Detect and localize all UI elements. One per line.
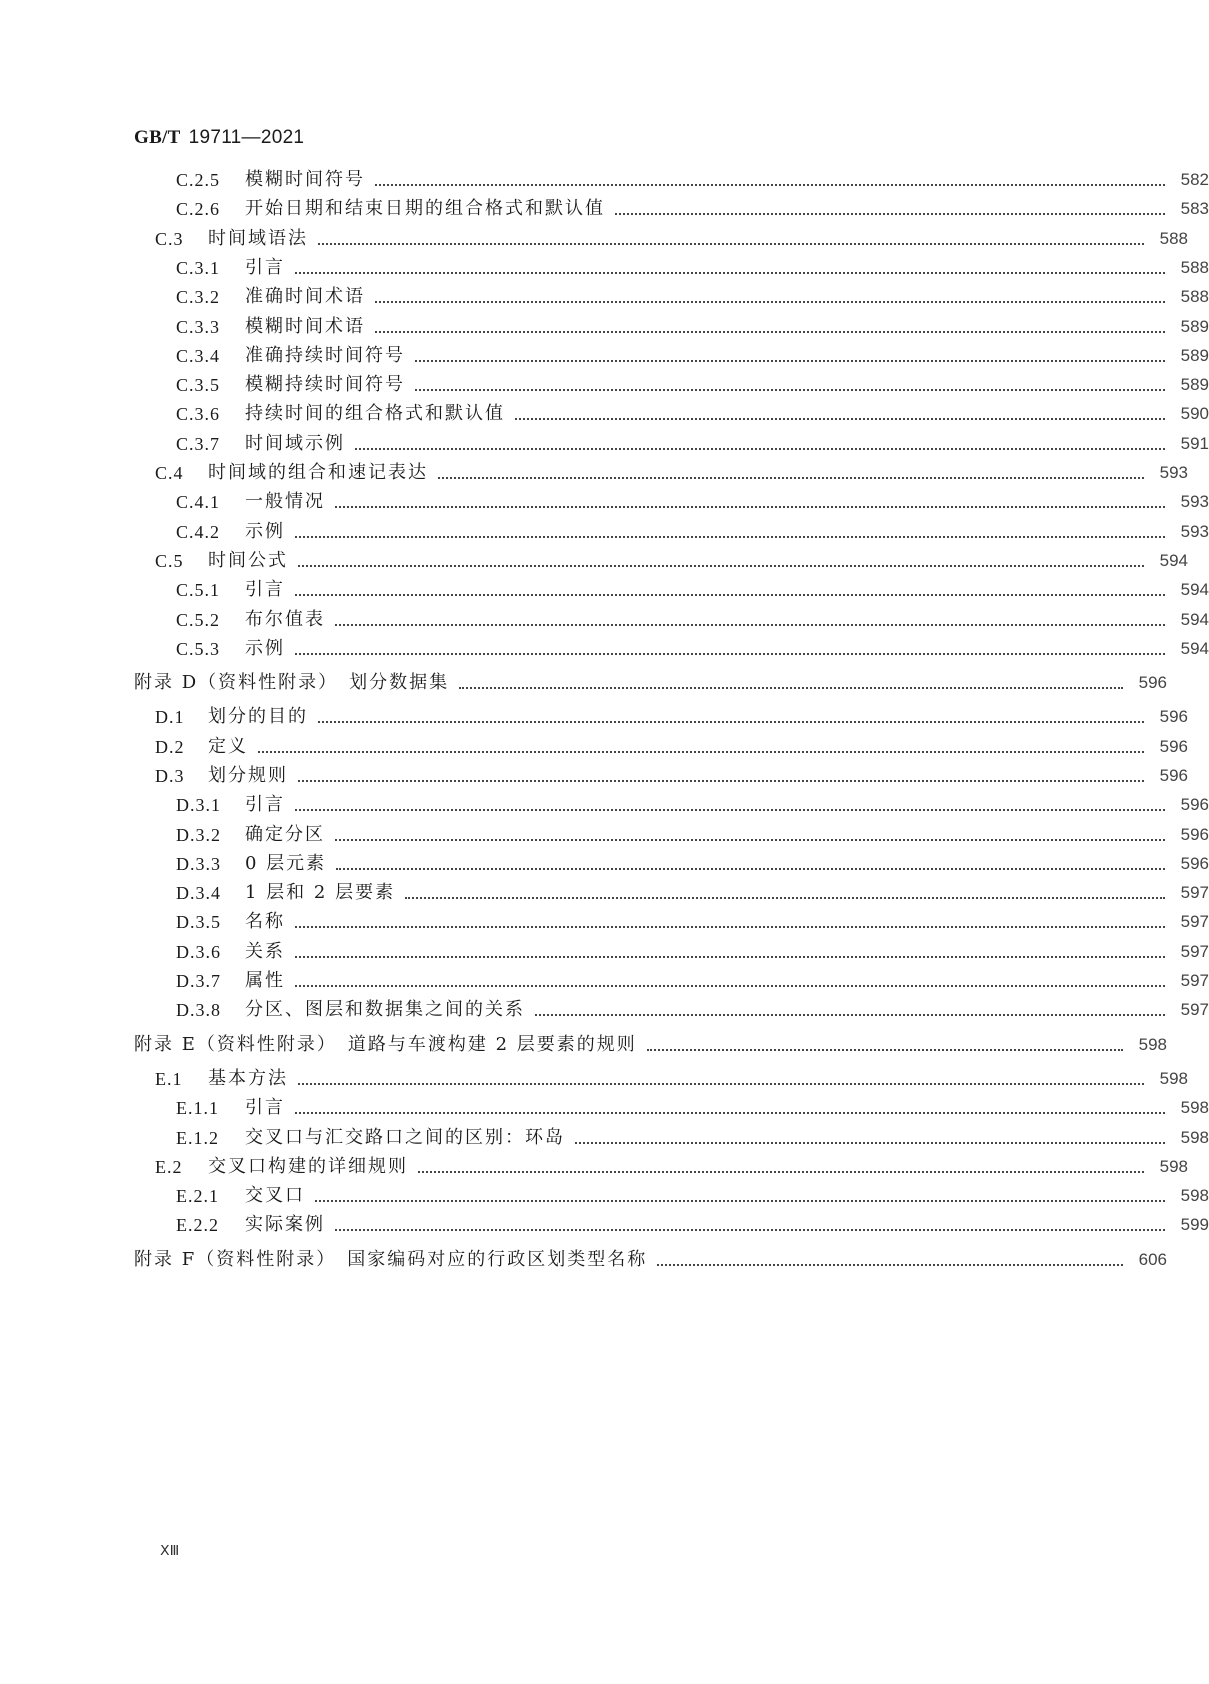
- toc-entry-number: C.3.2: [176, 287, 221, 307]
- toc-subsection-entry[interactable]: [0, 1095, 1209, 1121]
- toc-entry-title: 划分的目的: [208, 706, 308, 727]
- toc-section-entry[interactable]: [0, 226, 1188, 252]
- toc-entry-number: C.4.1: [176, 492, 221, 512]
- toc-entry-title: 引言: [245, 257, 285, 278]
- toc-entry-title: 时间域语法: [208, 228, 308, 249]
- toc-entry-title: 交叉口构建的详细规则: [208, 1156, 408, 1177]
- dot-leader: [295, 981, 1165, 987]
- toc-subsection-entry[interactable]: [0, 822, 1209, 848]
- dot-leader: [295, 532, 1165, 538]
- toc-entry-title: 交叉口: [245, 1185, 305, 1206]
- toc-entry-number: C.5: [155, 551, 184, 571]
- toc-entry-page: 597: [1180, 883, 1209, 902]
- toc-subsection-entry[interactable]: [0, 1212, 1209, 1238]
- toc-entry-number: C.3.6: [176, 404, 221, 424]
- toc-subsection-entry[interactable]: [0, 880, 1209, 906]
- toc-section-entry[interactable]: [0, 704, 1188, 730]
- dot-leader: [415, 385, 1165, 391]
- toc-subsection-entry[interactable]: [0, 1183, 1209, 1209]
- toc-entry-page: 596: [1180, 825, 1209, 844]
- toc-entry-number: C.5.2: [176, 610, 221, 630]
- toc-entry-page: 593: [1180, 522, 1209, 541]
- dot-leader: [459, 683, 1123, 689]
- toc-entry-title: 定义: [208, 736, 248, 757]
- toc-entry-title: 示例: [245, 638, 285, 659]
- toc-entry-number: D.3.8: [176, 1000, 221, 1020]
- toc-subsection-entry[interactable]: [0, 577, 1209, 603]
- toc-entry-title: 0 层元素: [245, 853, 327, 874]
- toc-section-entry[interactable]: [0, 1066, 1188, 1092]
- toc-entry-title: 1 层和 2 层要素: [245, 882, 396, 903]
- toc-entry-number: D.3: [155, 766, 185, 786]
- dot-leader: [295, 649, 1165, 655]
- dot-leader: [335, 1225, 1165, 1231]
- toc-entry-title: 一般情况: [245, 491, 325, 512]
- toc-entry-number: D.3.6: [176, 942, 221, 962]
- toc-entry-number: D.3.2: [176, 825, 221, 845]
- toc-entry-page: 597: [1180, 912, 1209, 931]
- toc-entry-title: 分区、图层和数据集之间的关系: [245, 999, 525, 1020]
- toc-entry-number: E.1.1: [176, 1098, 219, 1118]
- toc-entry-number: D.2: [155, 737, 185, 757]
- toc-subsection-entry[interactable]: [0, 968, 1209, 994]
- toc-entry-title: 基本方法: [208, 1068, 288, 1089]
- toc-subsection-entry[interactable]: [0, 255, 1209, 281]
- toc-subsection-entry[interactable]: [0, 792, 1209, 818]
- page-number: ⅩⅢ: [160, 1544, 180, 1559]
- dot-leader: [295, 1108, 1165, 1114]
- toc-entry-page: 594: [1180, 610, 1209, 629]
- toc-entry-title: 引言: [245, 579, 285, 600]
- toc-subsection-entry[interactable]: [0, 489, 1209, 515]
- dot-leader: [295, 922, 1165, 928]
- standard-code: GB/T: [134, 127, 181, 148]
- toc-entry-page: 597: [1180, 971, 1209, 990]
- dot-leader: [615, 209, 1165, 215]
- toc-entry-number: D.3.4: [176, 883, 221, 903]
- toc-entry-page: 598: [1138, 1035, 1167, 1054]
- toc-entry-page: 596: [1180, 854, 1209, 873]
- toc-entry-number: E.2.2: [176, 1215, 219, 1235]
- toc-entry-number: D.1: [155, 707, 185, 727]
- toc-entry-number: C.4: [155, 463, 184, 483]
- toc-entry-page: 606: [1138, 1250, 1167, 1269]
- toc-entry-page: 588: [1180, 258, 1209, 277]
- toc-entry-page: 594: [1159, 551, 1188, 570]
- toc-entry-title: 附录 D（资料性附录） 划分数据集: [134, 672, 450, 693]
- toc-entry-page: 596: [1159, 707, 1188, 726]
- toc-entry-title: 布尔值表: [245, 609, 325, 630]
- standard-number: 19711—2021: [188, 127, 305, 148]
- toc-entry-number: C.2.6: [176, 199, 221, 219]
- toc-entry-page: 591: [1180, 434, 1209, 453]
- dot-leader: [575, 1138, 1165, 1144]
- dot-leader: [298, 1079, 1144, 1085]
- dot-leader: [647, 1045, 1123, 1051]
- dot-leader: [335, 835, 1165, 841]
- toc-entry-number: C.2.5: [176, 170, 221, 190]
- toc-subsection-entry[interactable]: [0, 196, 1209, 222]
- toc-section-entry[interactable]: [0, 734, 1188, 760]
- toc-subsection-entry[interactable]: [0, 851, 1209, 877]
- toc-appendix-entry[interactable]: [0, 670, 1167, 696]
- toc-entry-page: 597: [1180, 942, 1209, 961]
- toc-entry-number: E.2.1: [176, 1186, 219, 1206]
- toc-subsection-entry[interactable]: [0, 909, 1209, 935]
- toc-section-entry[interactable]: [0, 548, 1188, 574]
- toc-entry-page: 593: [1159, 463, 1188, 482]
- toc-entry-page: 582: [1180, 170, 1209, 189]
- toc-entry-page: 588: [1159, 229, 1188, 248]
- dot-leader: [298, 561, 1144, 567]
- toc-entry-page: 596: [1159, 766, 1188, 785]
- dot-leader: [415, 356, 1165, 362]
- dot-leader: [405, 893, 1165, 899]
- toc-appendix-entry[interactable]: [0, 1247, 1167, 1273]
- toc-entry-page: 597: [1180, 1000, 1209, 1019]
- toc-entry-page: 589: [1180, 375, 1209, 394]
- toc-subsection-entry[interactable]: [0, 607, 1209, 633]
- toc-subsection-entry[interactable]: [0, 1125, 1209, 1151]
- toc-entry-page: 598: [1180, 1128, 1209, 1147]
- dot-leader: [418, 1167, 1144, 1173]
- toc-entry-number: C.3.1: [176, 258, 221, 278]
- dot-leader: [375, 297, 1165, 303]
- toc-entry-page: 596: [1138, 673, 1167, 692]
- dot-leader: [318, 717, 1144, 723]
- toc-subsection-entry[interactable]: [0, 167, 1209, 193]
- toc-entry-number: E.1.2: [176, 1128, 219, 1148]
- toc-section-entry[interactable]: [0, 763, 1188, 789]
- dot-leader: [335, 502, 1165, 508]
- toc-entry-title: 交叉口与汇交路口之间的区别：环岛: [245, 1127, 565, 1148]
- dot-leader: [295, 590, 1165, 596]
- toc-subsection-entry[interactable]: [0, 431, 1209, 457]
- toc-entry-title: 持续时间的组合格式和默认值: [245, 403, 505, 424]
- toc-entry-number: C.5.3: [176, 639, 221, 659]
- toc-entry-page: 583: [1180, 199, 1209, 218]
- dot-leader: [335, 620, 1165, 626]
- toc-entry-number: D.3.3: [176, 854, 221, 874]
- toc-entry-number: E.1: [155, 1069, 183, 1089]
- dot-leader: [375, 327, 1165, 333]
- toc-entry-page: 594: [1180, 639, 1209, 658]
- toc-subsection-entry[interactable]: [0, 939, 1209, 965]
- toc-entry-page: 598: [1159, 1157, 1188, 1176]
- toc-entry-title: 模糊时间符号: [245, 169, 365, 190]
- dot-leader: [336, 864, 1165, 870]
- dot-leader: [315, 1196, 1165, 1202]
- toc-entry-title: 准确持续时间符号: [245, 345, 405, 366]
- dot-leader: [295, 268, 1165, 274]
- toc-entry-number: C.3.3: [176, 317, 221, 337]
- toc-entry-title: 引言: [245, 1097, 285, 1118]
- toc-entry-title: 模糊持续时间符号: [245, 374, 405, 395]
- toc-entry-title: 时间域的组合和速记表达: [208, 462, 428, 483]
- toc-entry-number: C.3.7: [176, 434, 221, 454]
- dot-leader: [295, 805, 1165, 811]
- toc-entry-title: 开始日期和结束日期的组合格式和默认值: [245, 198, 605, 219]
- toc-entry-number: C.3: [155, 229, 184, 249]
- toc-entry-page: 594: [1180, 580, 1209, 599]
- toc-section-entry[interactable]: [0, 1154, 1188, 1180]
- dot-leader: [375, 180, 1165, 186]
- dot-leader: [438, 473, 1144, 479]
- toc-entry-title: 附录 F（资料性附录） 国家编码对应的行政区划类型名称: [134, 1249, 648, 1270]
- toc-entry-page: 590: [1180, 404, 1209, 423]
- toc-subsection-entry[interactable]: [0, 636, 1209, 662]
- toc-entry-title: 属性: [245, 970, 285, 991]
- toc-subsection-entry[interactable]: [0, 401, 1209, 427]
- toc-entry-page: 598: [1180, 1098, 1209, 1117]
- dot-leader: [657, 1260, 1123, 1266]
- dot-leader: [515, 414, 1165, 420]
- toc-entry-title: 名称: [245, 911, 285, 932]
- dot-leader: [535, 1010, 1165, 1016]
- toc-entry-number: C.3.4: [176, 346, 221, 366]
- dot-leader: [258, 747, 1144, 753]
- toc-subsection-entry[interactable]: [0, 284, 1209, 310]
- toc-entry-page: 596: [1180, 795, 1209, 814]
- toc-entry-title: 模糊时间术语: [245, 316, 365, 337]
- dot-leader: [355, 444, 1165, 450]
- toc-entry-number: D.3.5: [176, 912, 221, 932]
- toc-entry-number: D.3.7: [176, 971, 221, 991]
- toc-entry-title: 时间域示例: [245, 433, 345, 454]
- toc-entry-title: 确定分区: [245, 824, 325, 845]
- toc-entry-number: E.2: [155, 1157, 183, 1177]
- toc-entry-title: 准确时间术语: [245, 286, 365, 307]
- toc-entry-number: C.3.5: [176, 375, 221, 395]
- toc-entry-page: 588: [1180, 287, 1209, 306]
- toc-entry-title: 划分规则: [208, 765, 288, 786]
- toc-entry-title: 附录 E（资料性附录） 道路与车渡构建 2 层要素的规则: [134, 1034, 637, 1055]
- toc-entry-number: D.3.1: [176, 795, 221, 815]
- toc-subsection-entry[interactable]: [0, 997, 1209, 1023]
- toc-entry-number: C.4.2: [176, 522, 221, 542]
- dot-leader: [318, 239, 1144, 245]
- toc-entry-page: 589: [1180, 346, 1209, 365]
- toc-entry-page: 598: [1159, 1069, 1188, 1088]
- toc-entry-page: 599: [1180, 1215, 1209, 1234]
- toc-entry-number: C.5.1: [176, 580, 221, 600]
- toc-entry-page: 598: [1180, 1186, 1209, 1205]
- dot-leader: [298, 776, 1144, 782]
- toc-entry-page: 589: [1180, 317, 1209, 336]
- toc-entry-page: 596: [1159, 737, 1188, 756]
- toc-entry-title: 实际案例: [245, 1214, 325, 1235]
- toc-entry-title: 示例: [245, 521, 285, 542]
- toc-subsection-entry[interactable]: [0, 519, 1209, 545]
- toc-entry-title: 关系: [245, 941, 285, 962]
- toc-entry-title: 时间公式: [208, 550, 288, 571]
- toc-section-entry[interactable]: [0, 460, 1188, 486]
- toc-subsection-entry[interactable]: [0, 372, 1209, 398]
- toc-entry-title: 引言: [245, 794, 285, 815]
- toc-subsection-entry[interactable]: [0, 343, 1209, 369]
- toc-entry-page: 593: [1180, 492, 1209, 511]
- toc-subsection-entry[interactable]: [0, 314, 1209, 340]
- dot-leader: [295, 952, 1165, 958]
- toc-appendix-entry[interactable]: [0, 1032, 1167, 1058]
